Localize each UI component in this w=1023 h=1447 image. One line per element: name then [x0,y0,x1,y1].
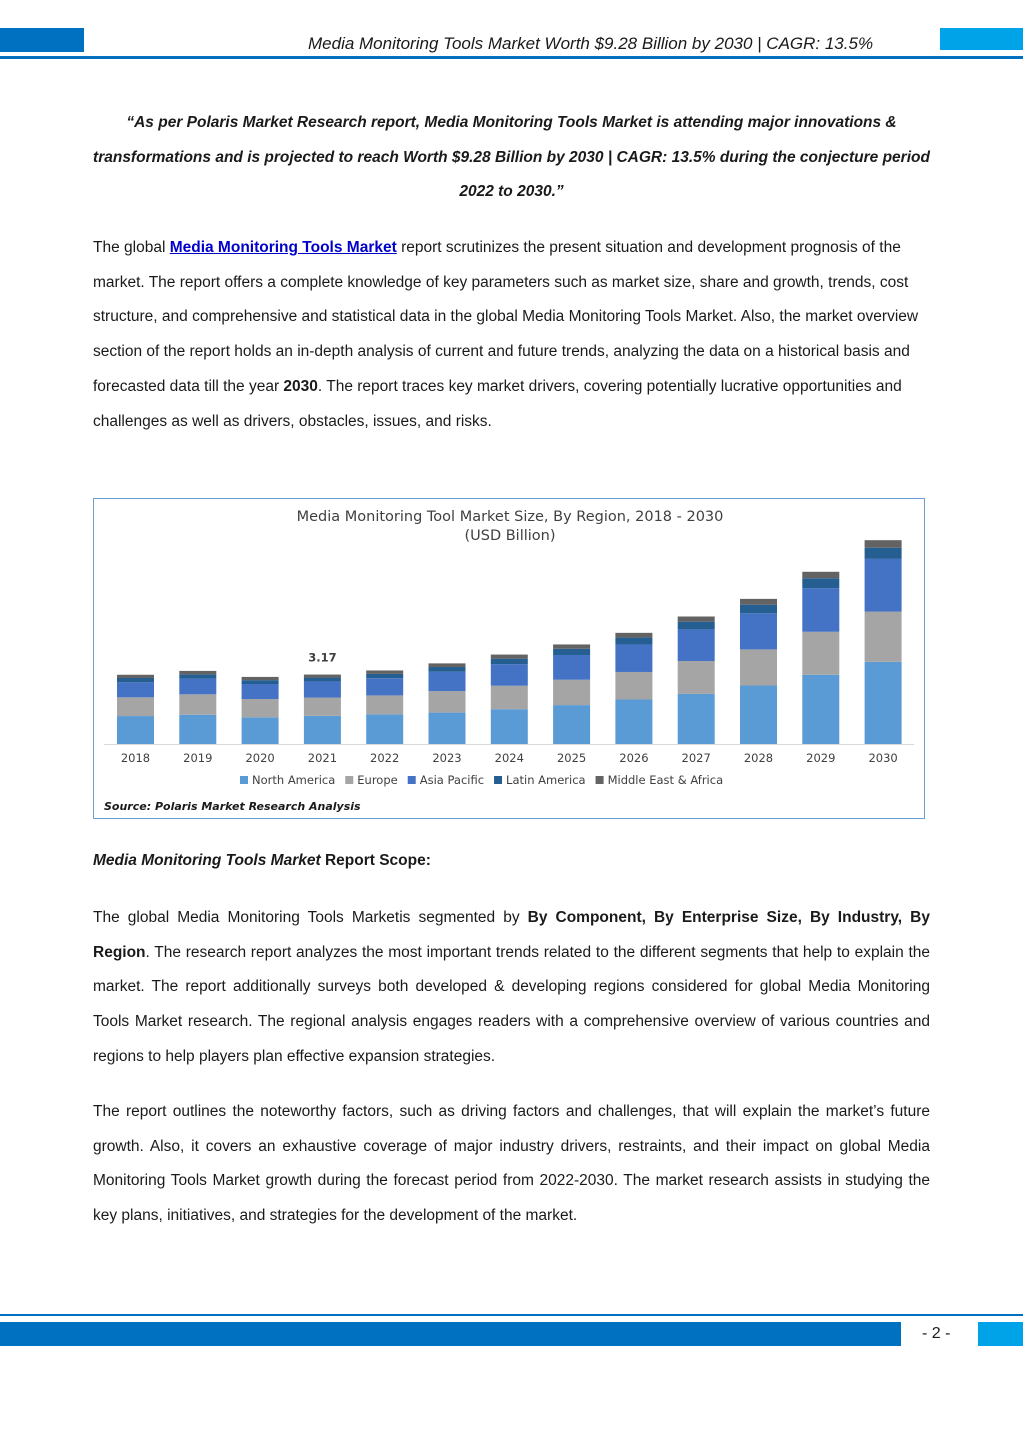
legend-label-2: Asia Pacific [419,773,485,787]
bar-segment-2023-1 [429,691,466,713]
scope-prefix: The global Media Monitoring Tools Marketis segmented by [93,909,528,926]
bar-segment-2019-0 [179,715,216,744]
x-tick-label-2030: 2030 [868,751,898,765]
bar-segment-2028-2 [740,613,777,649]
bar-segment-2026-0 [615,699,652,744]
bar-segment-2018-2 [117,682,154,697]
x-tick-label-2026: 2026 [619,751,649,765]
chart-title: Media Monitoring Tool Market Size, By Region, 2018 - 2030 [296,509,724,525]
bar-segment-2027-2 [678,629,715,661]
header-rule [0,56,1023,59]
bar-segment-2021-2 [304,681,341,697]
legend-swatch-4 [596,776,604,784]
bar-segment-2026-3 [615,638,652,645]
bar-segment-2026-2 [615,644,652,672]
bar-segment-2021-0 [304,716,341,744]
bar-segment-2028-0 [740,686,777,744]
bar-segment-2024-0 [491,709,528,744]
header-accent-left [0,28,84,52]
header-title: Media Monitoring Tools Market Worth $9.28 Billion by 2030 | CAGR: 13.5% [308,34,874,53]
legend-label-3: Latin America [506,773,586,787]
bar-segment-2028-3 [740,605,777,614]
x-tick-label-2028: 2028 [743,751,774,765]
chart-subtitle: (USD Billion) [464,528,556,544]
bar-segment-2025-0 [553,705,590,744]
bar-segment-2027-0 [678,694,715,744]
bar-segment-2024-4 [491,655,528,659]
bar-segment-2019-1 [179,694,216,714]
bar-segment-2024-1 [491,686,528,709]
x-tick-label-2022: 2022 [370,751,400,765]
bar-segment-2027-4 [678,617,715,622]
bar-segment-2021-1 [304,698,341,716]
bar-segment-2020-3 [242,680,279,684]
bar-segment-2019-2 [179,679,216,695]
bar-segment-2018-3 [117,678,154,682]
bar-segment-2025-1 [553,680,590,705]
bar-segment-2020-1 [242,699,279,717]
bar-segment-2019-3 [179,674,216,678]
bar-segment-2021-4 [304,675,341,678]
bar-segment-2030-3 [865,548,902,559]
legend-swatch-2 [408,776,416,784]
x-tick-label-2023: 2023 [432,751,462,765]
x-tick-label-2029: 2029 [806,751,836,765]
intro-prefix: The global [93,239,170,256]
bar-segment-2027-1 [678,661,715,694]
bar-segment-2023-3 [429,667,466,672]
bar-segment-2022-4 [366,670,403,673]
legend-label-0: North America [252,773,336,787]
bar-segment-2024-3 [491,659,528,665]
market-size-chart [93,498,925,819]
x-tick-label-2024: 2024 [494,751,524,765]
bar-segment-2030-4 [865,540,902,548]
page-number: - 2 - [922,1325,951,1342]
chart-canvas [94,499,923,817]
bar-segment-2020-4 [242,677,279,680]
bar-segment-2026-4 [615,633,652,638]
bar-segment-2023-0 [429,713,466,744]
intro-quote: “As per Polaris Market Research report, Media Monitoring Tools Market is attending major innovations & transformations and is projected to reach Worth $9.28 Billion by 2030 | CAGR: 13.5% during the conjecture period 2022 to 2030.” [93,114,930,200]
bar-segment-2018-0 [117,716,154,744]
x-tick-label-2018: 2018 [120,751,151,765]
legend-label-1: Europe [357,773,398,787]
bar-segment-2030-2 [865,559,902,612]
bar-segment-2023-2 [429,672,466,691]
bar-segment-2025-4 [553,644,590,648]
x-tick-label-2021: 2021 [307,751,338,765]
bar-segment-2022-3 [366,674,403,678]
intro-paragraph [93,231,930,439]
bar-segment-2029-0 [802,675,839,744]
scope-heading-italic: Media Monitoring Tools Market [93,852,321,869]
bar-segment-2024-2 [491,664,528,686]
bar-segment-2019-4 [179,671,216,674]
intro-middle: report scrutinizes the present situation and development prognosis of the market. The report offers a complete knowledge of key parameters such as market size, share and growth, trends, cost structure, and comprehensive and statistical data in the global Media Monitoring Tools Market. Also, the market overview section of the report holds an in-depth analysis of current and future trends, analyzing the data on a historical basis and forecasted data till the year [93,239,919,395]
bar-segment-2020-2 [242,684,279,699]
bar-segment-2018-1 [117,697,154,716]
legend-swatch-0 [240,776,248,784]
legend-label-4: Middle East & Africa [607,773,724,787]
chart-source: Source: Polaris Market Research Analysis [104,800,361,813]
intro-suffix: . The report traces key market drivers, covering potentially lucrative opportunities and challenges as well as drivers, obstacles, issues, and risks. [93,377,902,430]
bar-segment-2023-4 [429,663,466,667]
footer-rule [0,1314,1023,1316]
bar-segment-2021-3 [304,678,341,682]
outline-paragraph: The report outlines the noteworthy factors, such as driving factors and challenges, that will explain the market’s future growth. Also, it covers an exhaustive coverage of major industry drivers, restraints, and their impact on global Media Monitoring Tools Market growth during the forecast period from 2022-2030. The market research assists in studying the key plans, initiatives, and strategies for the development of the market. [93,1103,930,1225]
scope-paragraph [93,901,930,1075]
bar-segment-2025-3 [553,649,590,655]
bar-segment-2022-1 [366,695,403,714]
scope-segments: By Component, By Enterprise Size, By Industry, By Region [93,909,930,961]
bar-segment-2030-1 [865,612,902,662]
scope-suffix: . The research report analyzes the most important trends related to the different segments that help to explain the market. The report additionally surveys both developed & developing regions considered for global Media Monitoring Tools Market research. The regional analysis engages readers with a comprehensive overview of various countries and regions to help players plan effective expansion strategies. [93,943,930,1065]
header-accent-right [940,28,1023,50]
bar-segment-2029-3 [802,578,839,588]
bar-segment-2030-0 [865,662,902,744]
bar-segment-2020-0 [242,717,279,744]
legend-swatch-1 [345,776,353,784]
bar-segment-2027-3 [678,622,715,630]
data-label-2021: 3.17 [308,650,337,665]
bar-segment-2022-2 [366,678,403,695]
bar-segment-2028-1 [740,649,777,685]
footer-bar [0,1322,901,1346]
bar-segment-2022-0 [366,714,403,744]
x-tick-label-2027: 2027 [681,751,711,765]
bar-segment-2018-4 [117,675,154,678]
bar-segment-2026-1 [615,672,652,700]
bar-segment-2029-1 [802,632,839,675]
bar-segment-2025-2 [553,655,590,680]
footer-accent-right [978,1322,1023,1346]
bar-segment-2029-2 [802,588,839,632]
market-report-link[interactable]: Media Monitoring Tools Market [169,239,397,256]
bar-segment-2028-4 [740,599,777,605]
intro-year: 2030 [283,377,318,395]
x-tick-label-2019: 2019 [183,751,213,765]
x-tick-label-2025: 2025 [556,751,587,765]
scope-heading [93,852,431,870]
scope-heading-rest: Report Scope: [320,852,431,869]
bar-segment-2029-4 [802,572,839,578]
legend-swatch-3 [494,776,502,784]
x-tick-label-2020: 2020 [245,751,275,765]
